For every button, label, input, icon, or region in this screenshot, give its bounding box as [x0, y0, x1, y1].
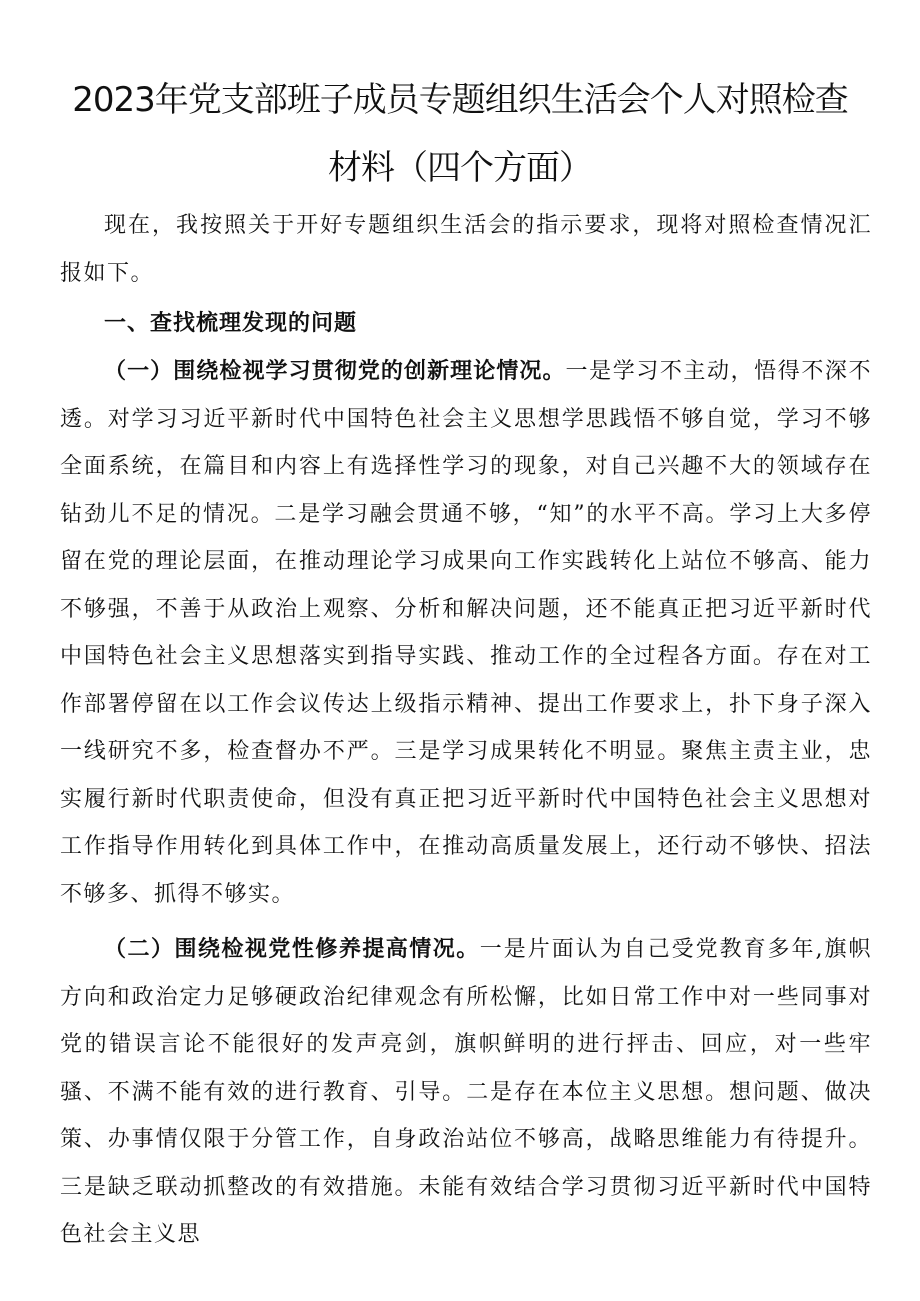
section1-heading-text: 一、查找梳理发现的问题 [104, 311, 358, 336]
subsection1-heading: （一）围绕检视学习贯彻党的创新理论情况。 [104, 359, 566, 384]
subsection1-text: 一是学习不主动，悟得不深不透。对学习习近平新时代中国特色社会主义思想学思践悟不够自觉，学习不够全面系统，在篇目和内容上有选择性学习的现象，对自己兴趣不大的领域存在钻劲儿不足的情况。二是学习融会贯通不够，“知”的水平不高。学习上大多停留在党的理论层面，在推动理论学习成果向工作实践转化上站位不够高、能力不够强，不善于从政治上观察、分析和解决问题，还不能真正把习近平新时代中国特色社会主义思想落实到指导实践、推动工作的全过程各方面。存在对工作部署停留在以工作会议传达上级指示精神、提出工作要求上，扑下身子深入一线研究不多，检查督办不严。三是学习成果转化不明显。聚焦主责主业，忠实履行新时代职责使命，但没有真正把习近平新时代中国特色社会主义思想对工作指导作用转化到具体工作中，在推动高质量发展上，还行动不够快、招法不够多、抓得不够实。 [60, 359, 872, 907]
intro-paragraph: 现在，我按照关于开好专题组织生活会的指示要求，现将对照检查情况汇报如下。 [60, 213, 872, 286]
subsection2-paragraph [60, 926, 872, 1259]
document-title-line2: 材料（四个方面） [328, 148, 592, 188]
subsection1-paragraph [60, 348, 872, 918]
section1-heading [60, 300, 872, 348]
subsection2-text: 一是片面认为自己受党教育多年,旗帜方向和政治定力足够硬政治纪律观念有所松懈，比如日常工作中对一些同事对党的错误言论不能很好的发声亮剑，旗帜鲜明的进行抨击、回应，对一些牢骚、不满不能有效的进行教育、引导。二是存在本位主义思想。想问题、做决策、办事情仅限于分管工作，自身政治站位不够高，战略思维能力有待提升。三是缺乏联动抓整改的有效措施。未能有效结合学习贯彻习近平新时代中国特色社会主义思 [60, 937, 872, 1247]
document-title-line1: 2023年党支部班子成员专题组织生活会个人对照检查 [72, 80, 848, 120]
subsection2-heading: （二）围绕检视党性修养提高情况。 [104, 937, 480, 962]
